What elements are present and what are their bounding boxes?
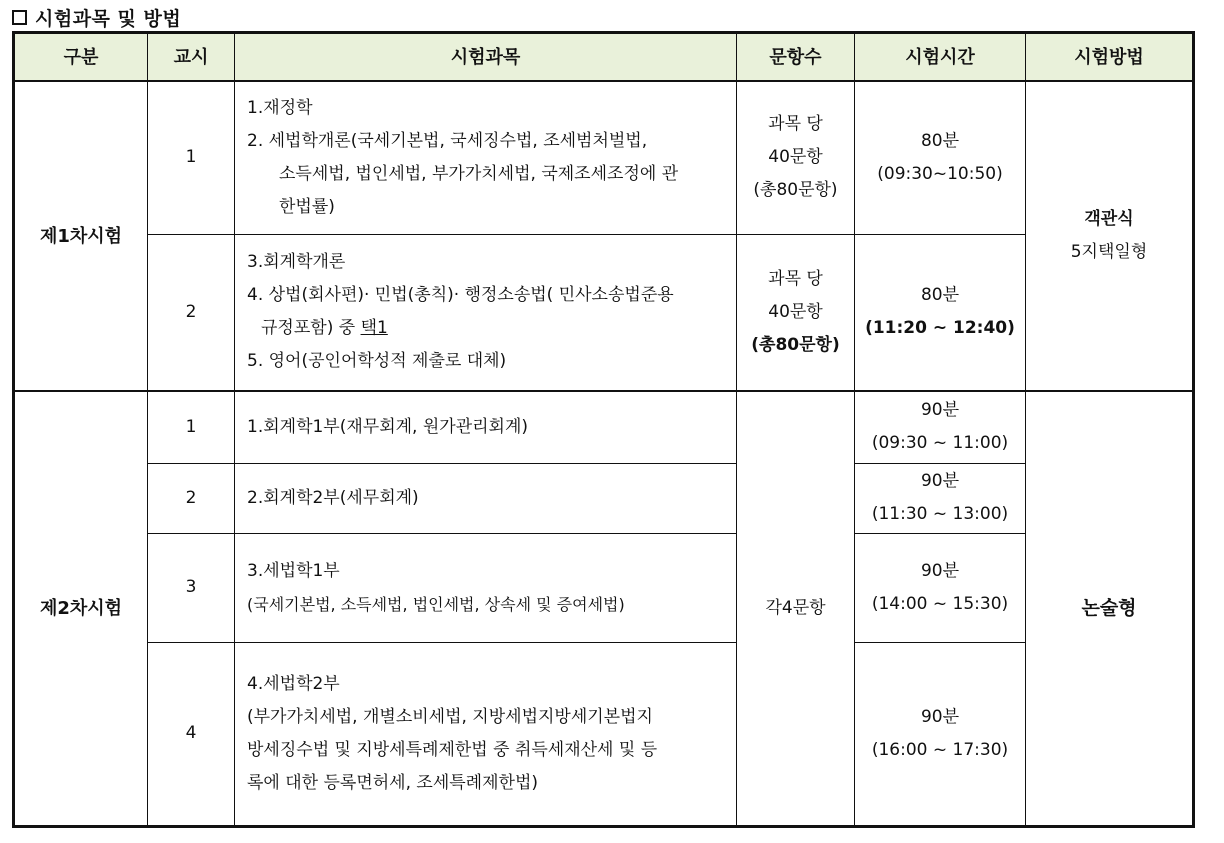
exam1-method	[1026, 81, 1194, 391]
subject-line: 소득세법, 법인세법, 부가가치세법, 국제조세조정에 관	[279, 163, 679, 184]
subject-line: (부가가치세법, 개별소비세법, 지방세법지방세기본법지	[247, 706, 653, 727]
time-cell	[855, 642, 1026, 826]
questions-line: (총80문항)	[753, 180, 838, 201]
exam-subjects-table	[12, 31, 1195, 828]
period-cell: 1	[148, 391, 235, 463]
method-sub: 5지택일형	[1070, 242, 1148, 262]
table-row	[14, 642, 1194, 826]
table-row	[14, 533, 1194, 642]
time-range: (16:00 ~ 17:30)	[871, 739, 1009, 760]
questions-line: 40문항	[768, 147, 823, 168]
exam2-method: 논술형	[1026, 391, 1194, 826]
checkbox-square-icon	[12, 10, 27, 25]
period-cell: 2	[148, 234, 235, 391]
header-time: 시험시간	[855, 33, 1026, 82]
questions-cell	[737, 234, 855, 391]
subject-line: 1.회계학1부(재무회계, 원가관리회계)	[247, 416, 529, 437]
header-subjects: 시험과목	[235, 33, 737, 82]
time-duration: 80분	[920, 130, 960, 151]
time-cell	[855, 391, 1026, 463]
subject-line: 한법률)	[279, 196, 335, 217]
subjects-cell	[235, 642, 737, 826]
period-cell: 3	[148, 533, 235, 642]
subjects-cell	[235, 391, 737, 463]
header-row	[14, 33, 1194, 82]
header-period: 교시	[148, 33, 235, 82]
exam1-name: 제1차시험	[14, 81, 148, 391]
time-duration: 90분	[920, 560, 960, 581]
header-category: 구분	[14, 33, 148, 82]
questions-line: (총80문항)	[751, 334, 840, 355]
subject-line: 5. 영어(공인어학성적 제출로 대체)	[247, 351, 507, 372]
period-cell: 4	[148, 642, 235, 826]
questions-line: 과목 당	[768, 114, 823, 135]
time-duration: 90분	[920, 400, 960, 421]
subject-line: 3.세법학1부	[247, 560, 340, 581]
subject-line: 4. 상법(회사편)· 민법(총칙)· 행정소송법( 민사소송법준용	[247, 285, 674, 306]
questions-line: 40문항	[768, 301, 823, 322]
time-range: (14:00 ~ 15:30)	[871, 593, 1009, 614]
subject-line: 1.재정학	[247, 97, 313, 118]
subjects-cell	[235, 463, 737, 533]
time-duration: 80분	[920, 285, 960, 306]
subjects-cell	[235, 533, 737, 642]
time-range: (09:30~10:50)	[877, 163, 1003, 184]
table-row	[14, 234, 1194, 391]
subject-line: 4.세법학2부	[247, 673, 340, 694]
time-cell	[855, 234, 1026, 391]
time-cell	[855, 463, 1026, 533]
subject-line: 2.회계학2부(세무회계)	[247, 487, 419, 508]
table-row	[14, 391, 1194, 463]
time-range: (11:30 ~ 13:00)	[871, 504, 1009, 524]
time-cell	[855, 533, 1026, 642]
subject-line	[247, 312, 736, 345]
period-cell: 2	[148, 463, 235, 533]
time-duration: 90분	[920, 706, 960, 727]
time-range: (11:20 ~ 12:40)	[865, 318, 1015, 339]
header-questions: 문항수	[737, 33, 855, 82]
exam2-name: 제2차시험	[14, 391, 148, 826]
time-range: (09:30 ~ 11:00)	[871, 433, 1009, 454]
period-cell: 1	[148, 81, 235, 234]
questions-line: 과목 당	[768, 268, 823, 289]
subjects-cell	[235, 81, 737, 234]
subject-line: (국세기본법, 소득세법, 법인세법, 상속세 및 증여세법)	[247, 594, 625, 614]
section-title	[12, 4, 181, 30]
table-row	[14, 463, 1194, 533]
subject-choice-underlined: 택1	[360, 318, 388, 339]
section-title-text: 시험과목 및 방법	[35, 7, 182, 30]
subject-line: 2. 세법학개론(국세기본법, 국세징수법, 조세범처벌법,	[247, 130, 648, 151]
questions-cell	[737, 81, 855, 234]
subject-line: 록에 대한 등록면허세, 조세특례제한법)	[247, 772, 538, 793]
time-duration: 90분	[920, 471, 960, 491]
time-cell	[855, 81, 1026, 234]
subjects-cell	[235, 234, 737, 391]
method-main: 객관식	[1084, 209, 1134, 229]
subject-line: 3.회계학개론	[247, 252, 346, 273]
subject-line: 방세징수법 및 지방세특례제한법 중 취득세재산세 및 등	[247, 739, 658, 760]
header-method: 시험방법	[1026, 33, 1194, 82]
exam2-questions: 각4문항	[737, 391, 855, 826]
subject-text: 규정포함) 중	[261, 318, 361, 339]
table-row	[14, 81, 1194, 234]
